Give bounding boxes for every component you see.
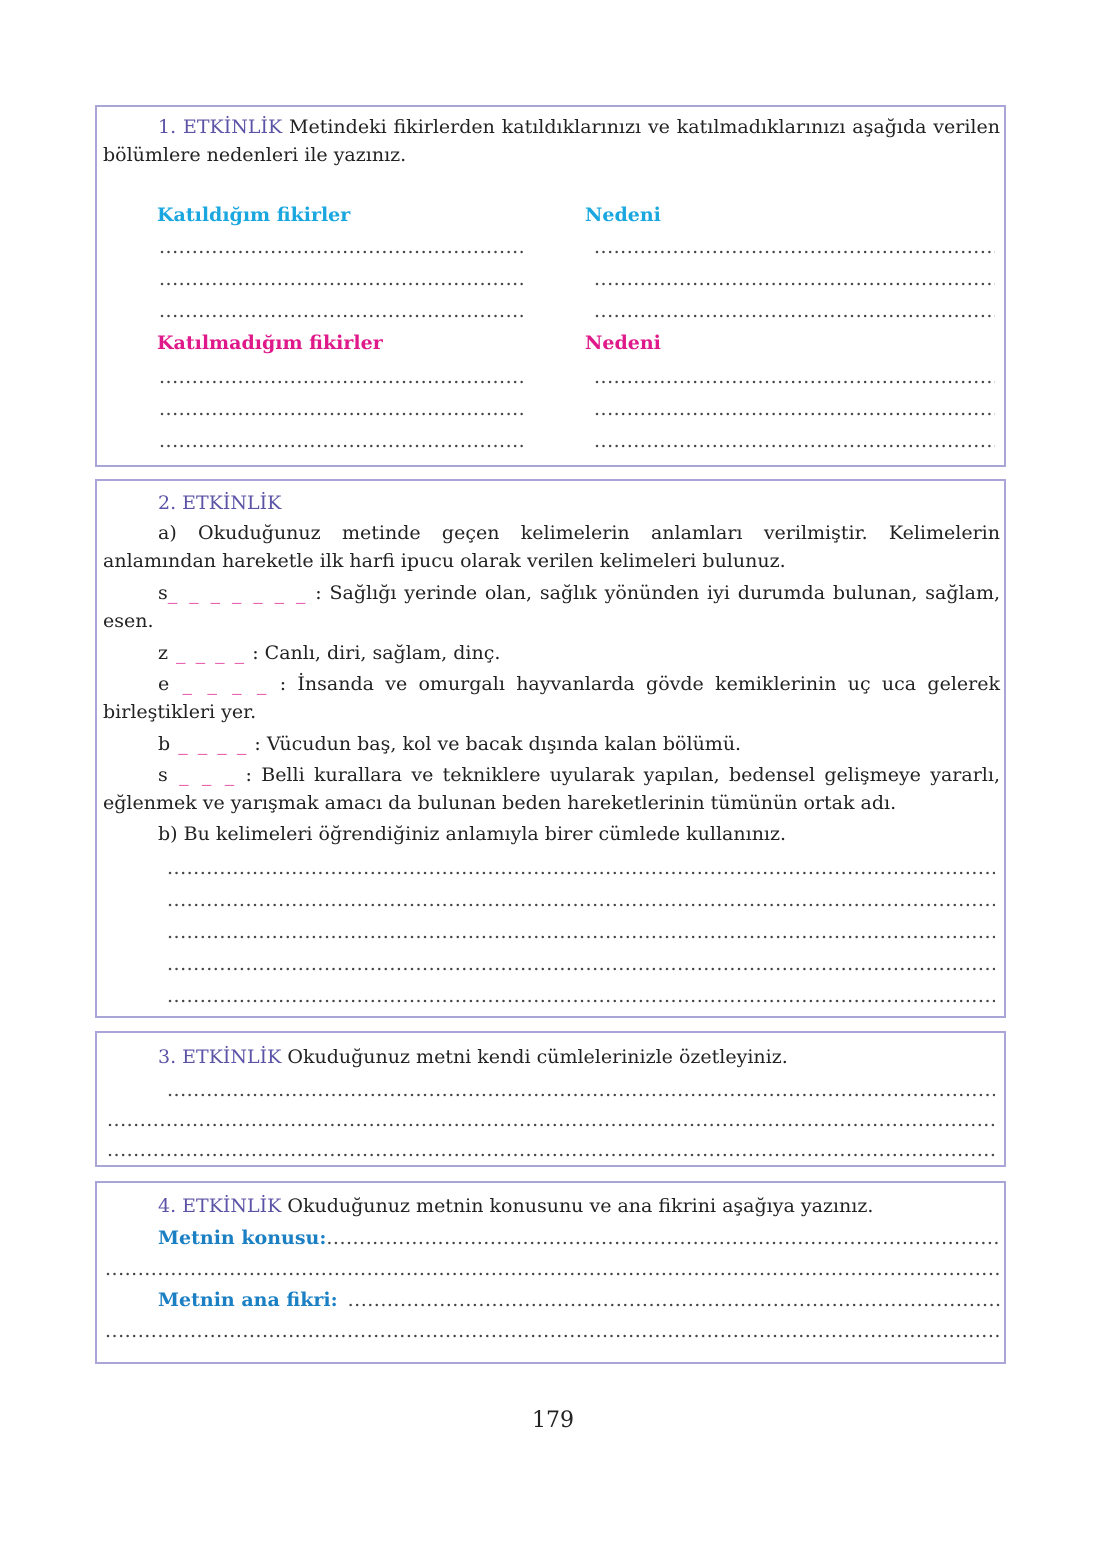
word-item-3-letter: e xyxy=(158,673,170,695)
word-item-2 xyxy=(158,639,1000,667)
part-b-label: b) xyxy=(158,823,178,845)
sentence-line-2[interactable] xyxy=(167,886,995,914)
agree-line-1[interactable] xyxy=(159,233,527,261)
word-item-3-definition: : İnsanda ve omurgalı hayvanlarda gövde kemiklerinin uç uca gelerek birleştikleri yer. xyxy=(103,673,1000,723)
word-item-5-letter: s xyxy=(158,764,168,786)
topic-line-2[interactable] xyxy=(105,1255,1000,1283)
page-number: 179 xyxy=(532,1408,574,1433)
agree-reason-line-2[interactable] xyxy=(594,265,995,293)
sentence-line-3[interactable] xyxy=(167,918,995,946)
summary-line-3[interactable] xyxy=(107,1136,995,1164)
part-b-text: Bu kelimeleri öğrendiğiniz anlamıyla birer cümlede kullanınız. xyxy=(177,823,787,845)
reason-heading: Nedeni xyxy=(585,204,661,226)
word-item-2-letter: z xyxy=(158,642,169,664)
activity-2-part-b xyxy=(158,820,1000,848)
word-item-5 xyxy=(103,761,1000,817)
main-idea-line[interactable] xyxy=(348,1286,1000,1314)
activity-3-instruction: Okuduğunuz metni kendi cümlelerinizle özetleyiniz. xyxy=(281,1046,788,1068)
word-item-4-blanks[interactable]: _ _ _ _ xyxy=(170,733,249,755)
activity-4-box xyxy=(95,1181,1006,1364)
agree-reason-line-1[interactable] xyxy=(594,233,995,261)
word-item-5-blanks[interactable]: _ _ _ xyxy=(167,764,237,786)
activity-1-box xyxy=(95,105,1006,467)
summary-line-2[interactable] xyxy=(107,1106,995,1134)
topic-row xyxy=(158,1224,1000,1252)
activity-2-box xyxy=(95,479,1006,1018)
word-item-3-blanks[interactable]: _ _ _ _ xyxy=(169,673,269,695)
word-item-2-definition: : Canlı, diri, sağlam, dinç. xyxy=(246,642,501,664)
part-a-text: Okuduğunuz metinde geçen kelimelerin anlamları verilmiştir. Kelimelerin anlamından hareketle ilk harfi ipucu olarak verilen kelimeleri bulunuz. xyxy=(103,522,1000,572)
activity-3-box xyxy=(95,1031,1006,1167)
disagree-line-3[interactable] xyxy=(159,427,527,455)
word-item-4 xyxy=(158,730,1000,758)
reason-heading-2: Nedeni xyxy=(585,332,661,354)
activity-4-instruction: Okuduğunuz metnin konusunu ve ana fikrini aşağıya yazınız. xyxy=(281,1195,874,1217)
word-item-1 xyxy=(103,579,1000,635)
word-item-4-definition: : Vücudun baş, kol ve bacak dışında kalan bölümü. xyxy=(248,733,742,755)
activity-3-title: 3. ETKİNLİK xyxy=(158,1046,282,1068)
activity-4-intro xyxy=(158,1192,873,1220)
main-idea-row xyxy=(158,1286,1000,1314)
disagree-reason-line-2[interactable] xyxy=(594,395,995,423)
agree-line-3[interactable] xyxy=(159,297,527,325)
activity-1-intro xyxy=(103,113,1000,169)
disagree-line-1[interactable] xyxy=(159,363,527,391)
activity-2-part-a xyxy=(103,519,1000,575)
topic-line[interactable] xyxy=(326,1224,1000,1252)
activity-4-title: 4. ETKİNLİK xyxy=(158,1195,282,1217)
sentence-line-4[interactable] xyxy=(167,950,995,978)
word-item-4-letter: b xyxy=(158,733,171,755)
activity-2-title: 2. ETKİNLİK xyxy=(158,492,282,514)
topic-label: Metnin konusu: xyxy=(158,1227,327,1249)
word-item-1-blanks[interactable]: _ _ _ _ _ _ _ xyxy=(167,582,308,604)
agree-heading: Katıldığım fikirler xyxy=(157,204,351,226)
word-item-1-definition: : Sağlığı yerinde olan, sağlık yönünden iyi durumda bulunan, sağlam, esen. xyxy=(103,582,1000,632)
disagree-reason-line-1[interactable] xyxy=(594,363,995,391)
activity-1-instruction: Metindeki fikirlerden katıldıklarınızı ve katılmadıklarınızı aşağıda verilen bölümlere nedenleri ile yazınız. xyxy=(103,116,1000,166)
activity-3-intro xyxy=(158,1043,788,1071)
word-item-5-definition: : Belli kurallara ve tekniklere uyularak yapılan, bedensel gelişmeye yararlı, eğlenmek ve yarışmak amacı da bulunan beden hareketlerinin tümünün ortak adı. xyxy=(103,764,1000,814)
sentence-line-1[interactable] xyxy=(167,854,995,882)
disagree-reason-line-3[interactable] xyxy=(594,427,995,455)
agree-reason-line-3[interactable] xyxy=(594,297,995,325)
main-idea-line-2[interactable] xyxy=(105,1317,1000,1345)
word-item-1-letter: s xyxy=(158,582,168,604)
main-idea-label: Metnin ana fikri: xyxy=(158,1289,338,1311)
part-a-label: a) xyxy=(158,522,177,544)
sentence-line-5[interactable] xyxy=(167,982,995,1010)
agree-line-2[interactable] xyxy=(159,265,527,293)
word-item-2-blanks[interactable]: _ _ _ _ xyxy=(168,642,247,664)
summary-line-1[interactable] xyxy=(167,1076,995,1104)
disagree-heading: Katılmadığım fikirler xyxy=(157,332,383,354)
word-item-3 xyxy=(103,670,1000,726)
activity-1-title: 1. ETKİNLİK xyxy=(158,116,283,138)
disagree-line-2[interactable] xyxy=(159,395,527,423)
